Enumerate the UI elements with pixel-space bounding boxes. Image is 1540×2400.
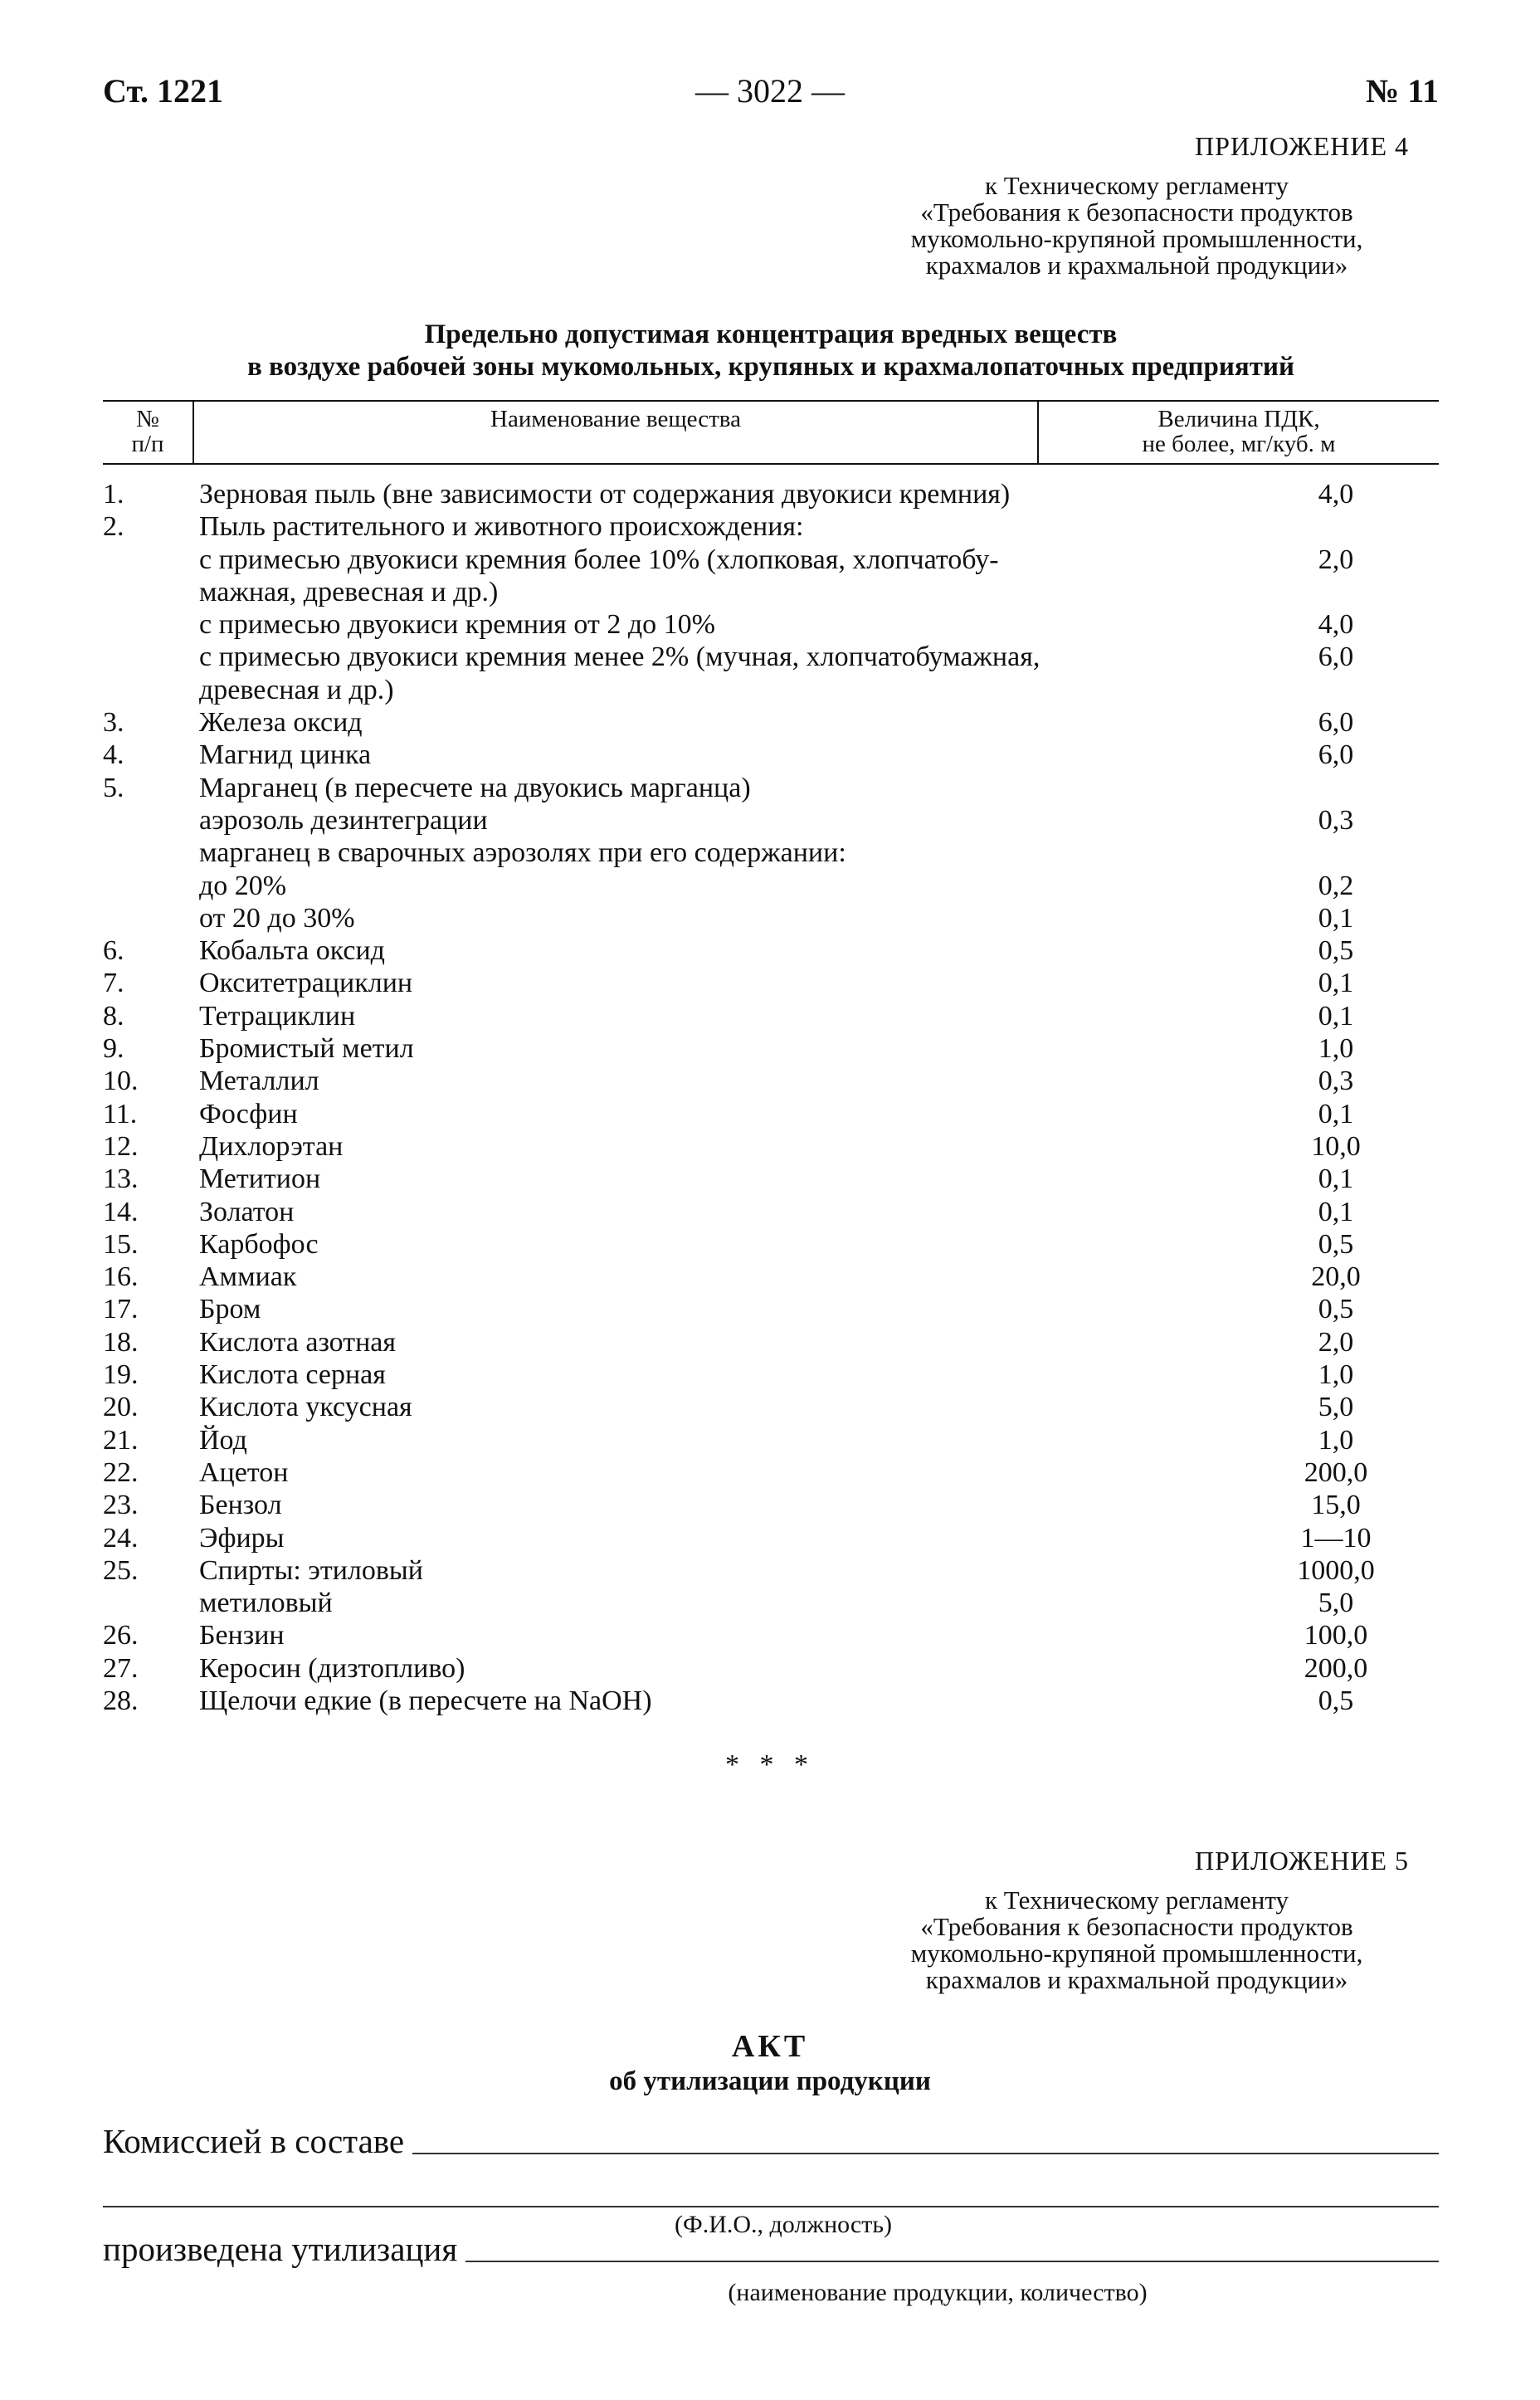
- pdk-value: 0,3: [1318, 1066, 1354, 1097]
- act-title: АКТ: [731, 2029, 809, 2064]
- appendix-4-heading: [838, 133, 1435, 279]
- pdk-value: 1,0: [1318, 1424, 1354, 1456]
- substance-name: с примесью двуокиси кремния более 10% (хлопковая, хлопчатобу-: [199, 544, 999, 575]
- pdk-value: 200,0: [1304, 1652, 1368, 1684]
- pdk-value: 0,1: [1318, 902, 1354, 934]
- substance-name: Щелочи едкие (в пересчете на NaOH): [199, 1685, 652, 1716]
- substance-name: Метитион: [199, 1163, 321, 1195]
- row-number: [103, 576, 199, 608]
- table-row: [103, 1293, 1439, 1325]
- row-number: 26.: [103, 1620, 139, 1651]
- table-title-line-1: Предельно допустимая концентрация вредных веществ: [424, 320, 1118, 349]
- pdk-value: [1233, 772, 1439, 804]
- pdk-value: 0,2: [1318, 870, 1354, 901]
- substance-name: Бром: [199, 1294, 261, 1325]
- appendix-4-title: ПРИЛОЖЕНИЕ 4: [1194, 131, 1409, 161]
- table-row: [103, 478, 1439, 510]
- table-row: [103, 510, 1439, 543]
- substance-name: Бромистый метил: [199, 1033, 414, 1065]
- row-number: 18.: [103, 1326, 139, 1358]
- table-row: [103, 902, 1439, 934]
- utilization-label: произведена утилизация: [103, 2230, 458, 2268]
- substance-name: Кобальта оксид: [199, 935, 385, 967]
- appendix-5-line: «Требования к безопасности продуктов: [920, 1912, 1353, 1941]
- appendix-4-line: мукомольно-крупяной промышленности,: [910, 224, 1363, 253]
- substance-name: Йод: [199, 1424, 247, 1456]
- table-row: [103, 1032, 1439, 1065]
- table-row: [103, 1587, 1439, 1619]
- appendix-5-line: к Техническому регламенту: [985, 1885, 1289, 1915]
- pdk-value: 0,1: [1318, 968, 1354, 999]
- table-row: [103, 1163, 1439, 1195]
- row-number: 8.: [103, 1000, 124, 1032]
- row-number: 27.: [103, 1652, 139, 1684]
- row-number: [103, 608, 199, 641]
- row-number: 1.: [103, 479, 124, 510]
- table-row: [103, 1619, 1439, 1651]
- appendix-5-title: ПРИЛОЖЕНИЕ 5: [1194, 1846, 1409, 1876]
- row-number: 21.: [103, 1424, 139, 1456]
- commission-line: [103, 2121, 1439, 2161]
- column-header-value-line-1: Величина ПДК,: [1157, 406, 1320, 432]
- substance-name: с примесью двуокиси кремния от 2 до 10%: [199, 609, 715, 641]
- pdk-value: 0,3: [1318, 804, 1354, 836]
- row-number: 2.: [103, 511, 124, 543]
- section-separator: * * *: [725, 1749, 815, 1780]
- substance-name: Кислота серная: [199, 1359, 386, 1391]
- pdk-value: 20,0: [1311, 1261, 1361, 1293]
- substance-name: Магнид цинка: [199, 739, 372, 771]
- row-number: 17.: [103, 1294, 139, 1325]
- row-number: 12.: [103, 1130, 139, 1162]
- substance-name: Зерновая пыль (вне зависимости от содержания двуокиси кремния): [199, 479, 1011, 510]
- row-number: 28.: [103, 1685, 139, 1716]
- row-number: [103, 674, 199, 706]
- pdk-value: 1,0: [1318, 1033, 1354, 1065]
- row-number: 9.: [103, 1033, 124, 1065]
- substance-name: Бензол: [199, 1490, 282, 1521]
- table-row: [103, 1196, 1439, 1228]
- table-title: [103, 319, 1439, 383]
- table-row: [103, 706, 1439, 739]
- table-row: [103, 772, 1439, 804]
- substance-name: марганец в сварочных аэрозолях при его содержании:: [199, 837, 846, 869]
- column-header-number: [103, 407, 192, 456]
- appendix-5-line: мукомольно-крупяной промышленности,: [910, 1939, 1363, 1968]
- pdk-value: [1233, 837, 1439, 869]
- pdk-value: 0,1: [1318, 1163, 1354, 1195]
- substance-name: с примесью двуокиси кремния менее 2% (мучная, хлопчатобумажная,: [199, 641, 1040, 673]
- table-row: [103, 1065, 1439, 1097]
- commission-caption: (Ф.И.О., должность): [675, 2211, 892, 2238]
- row-number: 6.: [103, 935, 124, 967]
- row-number: 10.: [103, 1066, 139, 1097]
- table-row: [103, 934, 1439, 967]
- table-row: [103, 608, 1439, 641]
- pdk-value: [1233, 576, 1439, 608]
- row-number: 20.: [103, 1392, 139, 1423]
- row-number: 4.: [103, 739, 124, 771]
- substance-name: Железа оксид: [199, 707, 363, 739]
- commission-fill-line-2[interactable]: [103, 2206, 1439, 2207]
- table-row: [103, 870, 1439, 902]
- column-header-name: Наименование вещества: [490, 406, 741, 432]
- pdk-value: 1000,0: [1297, 1554, 1375, 1586]
- pdk-value: 200,0: [1304, 1456, 1368, 1488]
- row-number: [103, 870, 199, 902]
- pdk-value: 0,1: [1318, 1098, 1354, 1129]
- pdk-value: 10,0: [1311, 1130, 1361, 1162]
- table-row: [103, 1456, 1439, 1489]
- table-row: [103, 1685, 1439, 1717]
- appendix-4-line: к Техническому регламенту: [985, 171, 1289, 200]
- table-row: [103, 1228, 1439, 1261]
- row-number: 7.: [103, 968, 124, 999]
- row-number: [103, 902, 199, 934]
- substance-name: Керосин (дизтопливо): [199, 1652, 465, 1684]
- row-number: 19.: [103, 1359, 139, 1391]
- row-number: 13.: [103, 1163, 139, 1195]
- table-row: [103, 1391, 1439, 1423]
- table-row: [103, 1000, 1439, 1032]
- table-row: [103, 1326, 1439, 1359]
- table-title-line-2: в воздухе рабочей зоны мукомольных, крупяных и крахмалопаточных предприятий: [246, 352, 1295, 382]
- column-header-value-line-2: не более, мг/куб. м: [1142, 431, 1336, 457]
- row-number: 3.: [103, 707, 124, 739]
- page-number: — 3022 —: [695, 72, 845, 110]
- pdk-value: 0,1: [1318, 1196, 1354, 1227]
- row-number: 5.: [103, 772, 124, 803]
- substance-name: Дихлорэтан: [199, 1130, 344, 1162]
- substance-name: Бензин: [199, 1620, 285, 1651]
- commission-fill-line[interactable]: [412, 2151, 1439, 2154]
- article-number: Ст. 1221: [103, 72, 223, 110]
- table-row: [103, 1489, 1439, 1521]
- table-row: [103, 674, 1439, 706]
- substance-name: метиловый: [199, 1588, 333, 1619]
- issue-number: № 11: [1366, 72, 1439, 110]
- table-row: [103, 1359, 1439, 1391]
- appendix-4-line: крахмалов и крахмальной продукции»: [925, 251, 1348, 280]
- substance-name: Ацетон: [199, 1456, 289, 1488]
- pdk-value: 6,0: [1318, 739, 1354, 771]
- column-header-number-line-2: п/п: [131, 431, 164, 457]
- pdk-value: 1—10: [1300, 1522, 1372, 1554]
- utilization-caption: (наименование продукции, количество): [728, 2279, 1148, 2306]
- pdk-value: 0,5: [1318, 1294, 1354, 1325]
- row-number: 22.: [103, 1456, 139, 1488]
- substance-name: Марганец (в пересчете на двуокись марганца): [199, 772, 751, 803]
- substance-name: мажная, древесная и др.): [199, 576, 499, 607]
- pdk-value: 6,0: [1318, 707, 1354, 739]
- table-row: [103, 544, 1439, 576]
- pdk-value: 0,5: [1318, 1228, 1354, 1260]
- substance-name: от 20 до 30%: [199, 902, 355, 934]
- act-subtitle: об утилизации продукции: [609, 2066, 931, 2096]
- substance-name: Спирты: этиловый: [199, 1554, 423, 1586]
- table-row: [103, 576, 1439, 608]
- pdk-value: 5,0: [1318, 1392, 1354, 1423]
- table-header: [103, 400, 1439, 465]
- table-row: [103, 804, 1439, 837]
- substance-name: древесная и др.): [199, 674, 394, 705]
- row-number: 24.: [103, 1522, 139, 1554]
- pdk-value: 15,0: [1311, 1490, 1361, 1521]
- table-row: [103, 739, 1439, 771]
- table-row: [103, 1130, 1439, 1163]
- appendix-5-line: крахмалов и крахмальной продукции»: [925, 1965, 1348, 1994]
- appendix-4-line: «Требования к безопасности продуктов: [920, 198, 1353, 227]
- substance-name: Пыль растительного и животного происхождения:: [199, 511, 804, 543]
- row-number: 25.: [103, 1554, 139, 1586]
- table-row: [103, 1424, 1439, 1456]
- substance-name: Тетрациклин: [199, 1000, 356, 1032]
- pdk-value: 2,0: [1318, 544, 1354, 575]
- commission-label: Комиссией в составе: [103, 2122, 405, 2160]
- pdk-value: 0,5: [1318, 1685, 1354, 1716]
- row-number: 15.: [103, 1228, 139, 1260]
- pdk-value: 0,5: [1318, 935, 1354, 967]
- row-number: [103, 837, 199, 869]
- table-row: [103, 1522, 1439, 1554]
- substance-name: Окситетрациклин: [199, 968, 413, 999]
- substance-name: Фосфин: [199, 1098, 298, 1129]
- utilization-line: [103, 2229, 1439, 2269]
- substance-name: Карбофос: [199, 1228, 319, 1260]
- column-header-value: [1039, 407, 1439, 456]
- substance-name: Металлил: [199, 1066, 319, 1097]
- substance-name: Кислота азотная: [199, 1326, 397, 1358]
- row-number: [103, 1587, 199, 1619]
- pdk-value: 6,0: [1318, 641, 1354, 673]
- table-body: [103, 478, 1439, 1717]
- row-number: 16.: [103, 1261, 139, 1293]
- substance-name: до 20%: [199, 870, 287, 901]
- row-number: 14.: [103, 1196, 139, 1227]
- row-number: [103, 804, 199, 837]
- table-row: [103, 1261, 1439, 1293]
- table-row: [103, 1098, 1439, 1130]
- pdk-value: 100,0: [1304, 1620, 1368, 1651]
- table-row: [103, 837, 1439, 869]
- row-number: [103, 641, 199, 673]
- substance-name: Кислота уксусная: [199, 1392, 412, 1423]
- pdk-value: 4,0: [1318, 479, 1354, 510]
- appendix-5-heading: [838, 1847, 1435, 1993]
- row-number: 23.: [103, 1490, 139, 1521]
- pdk-value: 5,0: [1318, 1588, 1354, 1619]
- table-row: [103, 1554, 1439, 1587]
- pdk-value: 0,1: [1318, 1000, 1354, 1032]
- substance-name: Эфиры: [199, 1522, 285, 1554]
- pdk-value: [1233, 674, 1439, 706]
- pdk-value: [1233, 510, 1439, 543]
- table-row: [103, 967, 1439, 999]
- pdk-value: 4,0: [1318, 609, 1354, 641]
- pdk-value: 1,0: [1318, 1359, 1354, 1391]
- table-row: [103, 1652, 1439, 1685]
- row-number: 11.: [103, 1098, 138, 1129]
- substance-name: Золатон: [199, 1196, 295, 1227]
- column-header-number-line-1: №: [136, 406, 159, 432]
- substance-name: Аммиак: [199, 1261, 297, 1293]
- table-row: [103, 641, 1439, 673]
- substance-name: аэрозоль дезинтеграции: [199, 804, 488, 836]
- pdk-value: 2,0: [1318, 1326, 1354, 1358]
- utilization-fill-line[interactable]: [465, 2259, 1439, 2262]
- row-number: [103, 544, 199, 576]
